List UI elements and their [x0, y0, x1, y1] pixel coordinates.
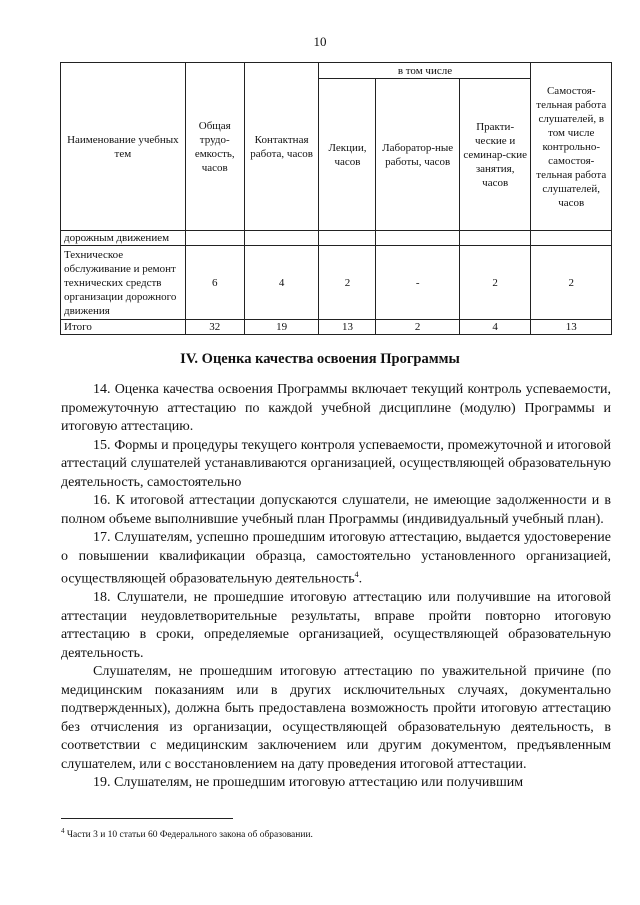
row-practical: 2: [459, 246, 531, 320]
header-total-hours: Общая трудо-емкость, часов: [185, 63, 244, 231]
row-total: 32: [185, 320, 244, 335]
paragraph-17-text: 17. Слушателям, успешно прошедшим итоговую аттестацию, выдается удостоверение о повышении квалификации образца, самостоятельно установленного организацией, осуществляющей образовательную деятельность: [61, 530, 611, 587]
row-topic-name: Техническое обслуживание и ремонт технических средств организации дорожного движения: [61, 246, 186, 320]
paragraph-17-end: .: [358, 571, 363, 587]
page-number: 10: [313, 34, 327, 49]
header-lab-works: Лаборатор-ные работы, часов: [376, 79, 459, 231]
paragraph-19: 19. Слушателям, не прошедшим итоговую аттестацию или получившим: [93, 775, 524, 791]
row-total: 6: [185, 246, 244, 320]
paragraph-18: 18. Слушатели, не прошедшие итоговую аттестацию или получившие на итоговой аттестации неудовлетворительные результаты, вправе пройти повторно итоговую аттестацию в сроки, определяемые организацией, осуществляющей образовательную деятельность.: [61, 590, 611, 661]
paragraph-16: 16. К итоговой аттестации допускаются слушатели, не имеющие задолженности и в полном объеме выполнившие учебный план Программы (индивидуальный учебный план).: [61, 493, 611, 527]
row-contact: 19: [244, 320, 319, 335]
row-self: [531, 231, 612, 246]
table-row: [61, 231, 612, 246]
row-contact: [244, 231, 319, 246]
paragraph-15: 15. Формы и процедуры текущего контроля успеваемости, промежуточной и итоговой аттестаций слушателей устанавливаются организацией, осуществляющей образовательную деятельность, самостоятельно: [61, 437, 611, 490]
row-contact: 4: [244, 246, 319, 320]
row-lab: [376, 231, 459, 246]
row-self: 2: [531, 246, 612, 320]
paragraph-18-continued: Слушателям, не прошедшим итоговую аттестацию по уважительной причине (по медицинским показаниям или в других исключительных случаях, документально подтвержденных), должна быть предоставлена возможность пройти итоговую аттестацию без отчисления из организации, осуществляющей образовательную деятельность, в соответствии с медицинским заключением или другим документом, предъявленным слушателем, или с восстановлением на дату проведения итоговой аттестации.: [61, 664, 611, 772]
header-topic-name: Наименование учебных тем: [61, 63, 186, 231]
header-lectures: Лекции, часов: [319, 79, 376, 231]
footnote-text: Части 3 и 10 статьи 60 Федерального закона об образовании.: [64, 830, 313, 841]
row-lab: -: [376, 246, 459, 320]
row-topic-name: Итого: [61, 320, 186, 335]
header-practical: Практи-ческие и семинар-ские занятия, часов: [459, 79, 531, 231]
row-practical: [459, 231, 531, 246]
row-lectures: 2: [319, 246, 376, 320]
footnote: [61, 825, 611, 841]
row-total: [185, 231, 244, 246]
table-row-total: [61, 320, 612, 335]
footnote-divider: [61, 818, 233, 819]
curriculum-table: [60, 62, 612, 335]
paragraph-17: [61, 529, 611, 589]
body-text: [61, 381, 611, 793]
row-practical: 4: [459, 320, 531, 335]
header-self-study-hours: Самостоя-тельная работа слушателей, в том числе контрольно-самостоя-тельная работа слушателей, часов: [531, 63, 612, 231]
header-including: в том числе: [319, 63, 531, 79]
row-self: 13: [531, 320, 612, 335]
row-lectures: 13: [319, 320, 376, 335]
section-heading: IV. Оценка качества освоения Программы: [180, 351, 460, 367]
row-topic-name: дорожным движением: [61, 231, 186, 246]
footnote-mark: 4: [61, 827, 65, 835]
paragraph-14: 14. Оценка качества освоения Программы включает текущий контроль успеваемости, промежуточную аттестацию по каждой учебной дисциплине (модулю) Программы и итоговую аттестацию.: [61, 382, 611, 434]
header-contact-hours: Контактная работа, часов: [244, 63, 319, 231]
row-lectures: [319, 231, 376, 246]
footnote-reference: 4: [354, 570, 359, 579]
table-row: [61, 246, 612, 320]
row-lab: 2: [376, 320, 459, 335]
